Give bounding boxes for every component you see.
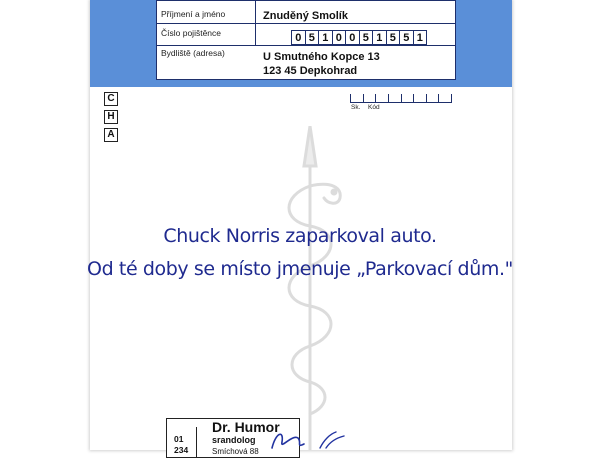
insurance-digit: 0 bbox=[333, 31, 347, 44]
name-value: Znuděný Smolík bbox=[263, 10, 348, 22]
insurance-number bbox=[291, 30, 427, 45]
sk-label: Sk. bbox=[351, 104, 361, 111]
patient-info-box bbox=[156, 0, 456, 80]
caduceus-icon bbox=[272, 126, 348, 450]
stamp-number-top: 01 bbox=[174, 434, 184, 444]
insurance-digit: 5 bbox=[360, 31, 374, 44]
insurance-digit: 5 bbox=[387, 31, 401, 44]
insurance-digit: 1 bbox=[319, 31, 333, 44]
message-line-2: Od té doby se místo jmenuje „Parkovací dům." bbox=[87, 258, 513, 280]
code-cell bbox=[414, 94, 427, 102]
stamp-number-box bbox=[167, 427, 197, 457]
address-line2: 123 45 Depkohrad bbox=[263, 65, 358, 77]
stamp-number-bottom: 234 bbox=[174, 445, 189, 455]
message-line-1: Chuck Norris zaparkoval auto. bbox=[163, 225, 437, 247]
name-label: Příjmení a jméno bbox=[161, 9, 226, 19]
address-line1: U Smutného Kopce 13 bbox=[263, 51, 380, 63]
insurance-digit: 0 bbox=[346, 31, 360, 44]
cha-box-h: H bbox=[104, 110, 118, 124]
divider bbox=[255, 1, 256, 45]
cha-box-a: A bbox=[104, 128, 118, 142]
code-cell bbox=[389, 94, 402, 102]
insurance-digit: 5 bbox=[400, 31, 414, 44]
doctor-address: Smíchová 88 bbox=[212, 447, 259, 456]
doctor-title: srandolog bbox=[212, 435, 256, 445]
code-cell bbox=[439, 94, 452, 102]
insurance-label: Číslo pojištěnce bbox=[161, 28, 222, 38]
insurance-digit: 0 bbox=[292, 31, 306, 44]
signature-icon bbox=[270, 428, 350, 450]
address-label: Bydliště (adresa) bbox=[161, 48, 225, 58]
divider bbox=[157, 45, 455, 46]
cha-box-c: C bbox=[104, 92, 118, 106]
code-cells bbox=[350, 88, 452, 103]
insurance-digit: 1 bbox=[373, 31, 387, 44]
kod-label: Kód bbox=[368, 104, 380, 111]
code-cell bbox=[364, 94, 377, 102]
code-cell bbox=[350, 94, 364, 102]
code-cell bbox=[402, 94, 415, 102]
insurance-digit: 1 bbox=[416, 32, 423, 44]
divider bbox=[157, 23, 455, 24]
code-cell bbox=[376, 94, 389, 102]
doctor-name: Dr. Humor bbox=[212, 419, 280, 435]
code-cell bbox=[427, 94, 440, 102]
insurance-digit: 5 bbox=[306, 31, 320, 44]
